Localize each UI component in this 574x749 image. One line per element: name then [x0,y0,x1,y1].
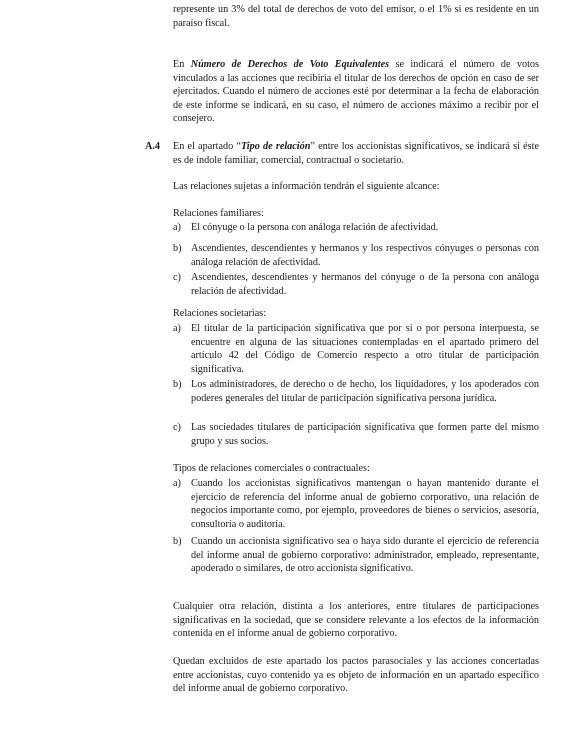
list-marker: a) [173,222,181,233]
list-item-text: El cónyuge o la persona con análoga relación de afectividad. [191,222,439,233]
list-item [173,221,539,235]
list-marker: b) [173,243,182,254]
list-item [173,477,539,531]
list-marker: c) [173,272,181,283]
section-number: A.4 [145,141,160,152]
list-marker: b) [173,536,182,547]
paragraph-rest: se indicará el número de votos vinculados a las acciones que recibiría el titular de los derechos de opción en caso de ser ejercitados. Cuando el número de acciones esté por determinar a la fecha de elaboración de este informe se indicará, en su caso, el número de acciones máximo a recibir por el consejero. [173,59,539,125]
list-item-text: Cuando un accionista significativo sea o haya sido durante el ejercicio de referencia del informe anual de gobierno corporativo: administrador, empleado, representante, apoderado o similares, de otro accionista significativo. [191,536,539,575]
list-item-text: Los administradores, de derecho o de hecho, los liquidadores, y los apoderados con poderes generales del titular de participación significativa persona jurídica. [191,379,539,404]
paragraph-rest: ” entre los accionistas significativos, se indicará si éste es de índole familiar, comercial, contractual o societario. [173,141,539,166]
list-item [173,378,539,405]
paragraph-exclusions: Quedan excluidos de este apartado los pactos parasociales y las acciones concertadas entre accionistas, cuyo contenido ya es objeto de información en un apartado específico del informe anual de gobierno corporativo. [173,656,539,695]
heading-societarias: Relaciones societarias: [173,308,267,319]
paragraph-voting-rights [173,58,539,126]
list-item [173,421,539,448]
list-item-text: Ascendientes, descendientes y hermanos y los respectivos cónyuges o personas con análoga relación de afectividad. [191,243,539,268]
list-marker: b) [173,379,182,390]
term-voting-rights: Número de Derechos de Voto Equivalentes [190,59,390,70]
paragraph-prefix: En el apartado “ [173,141,241,152]
paragraph-other-relations: Cualquier otra relación, distinta a los anteriores, entre titulares de participaciones significativas en la sociedad, que se considere relevante a los efectos de la información contenida en el informe anual de gobierno corporativo. [173,601,539,640]
list-item [173,271,539,298]
paragraph-scope: Las relaciones sujetas a información tendrán el siguiente alcance: [173,181,440,192]
heading-comerciales: Tipos de relaciones comerciales o contractuales: [173,463,370,474]
heading-familiares: Relaciones familiares: [173,208,264,219]
list-item-text: Las sociedades titulares de participación significativa que formen parte del mismo grupo y sus socios. [191,422,539,447]
list-marker: a) [173,323,181,334]
paragraph-threshold: represente un 3% del total de derechos de voto del emisor, o el 1% si es residente en un paraíso fiscal. [173,4,539,29]
paragraph-relation-type [173,140,539,167]
list-item-text: Cuando los accionistas significativos mantengan o hayan mantenido durante el ejercicio de referencia del informe anual de gobierno corporativo, una relación de negocios importante como, por ejemplo, proveedores de bienes o servicios, asesoría, consultoría o auditoría. [191,478,539,530]
list-item [173,322,539,376]
list-item [173,535,539,576]
list-item [173,242,539,269]
paragraph-prefix: En [173,59,191,70]
list-marker: a) [173,478,181,489]
list-item-text: El titular de la participación significativa que por sí o por persona interpuesta, se encuentre en alguna de las situaciones contempladas en el apartado primero del artículo 42 del Código de Comercio respecto a otro titular de participación significativa. [191,323,539,375]
list-marker: c) [173,422,181,433]
list-item-text: Ascendientes, descendientes y hermanos del cónyuge o de la persona con análoga relación de afectividad. [191,272,539,297]
term-relation-type: Tipo de relación [240,141,311,152]
